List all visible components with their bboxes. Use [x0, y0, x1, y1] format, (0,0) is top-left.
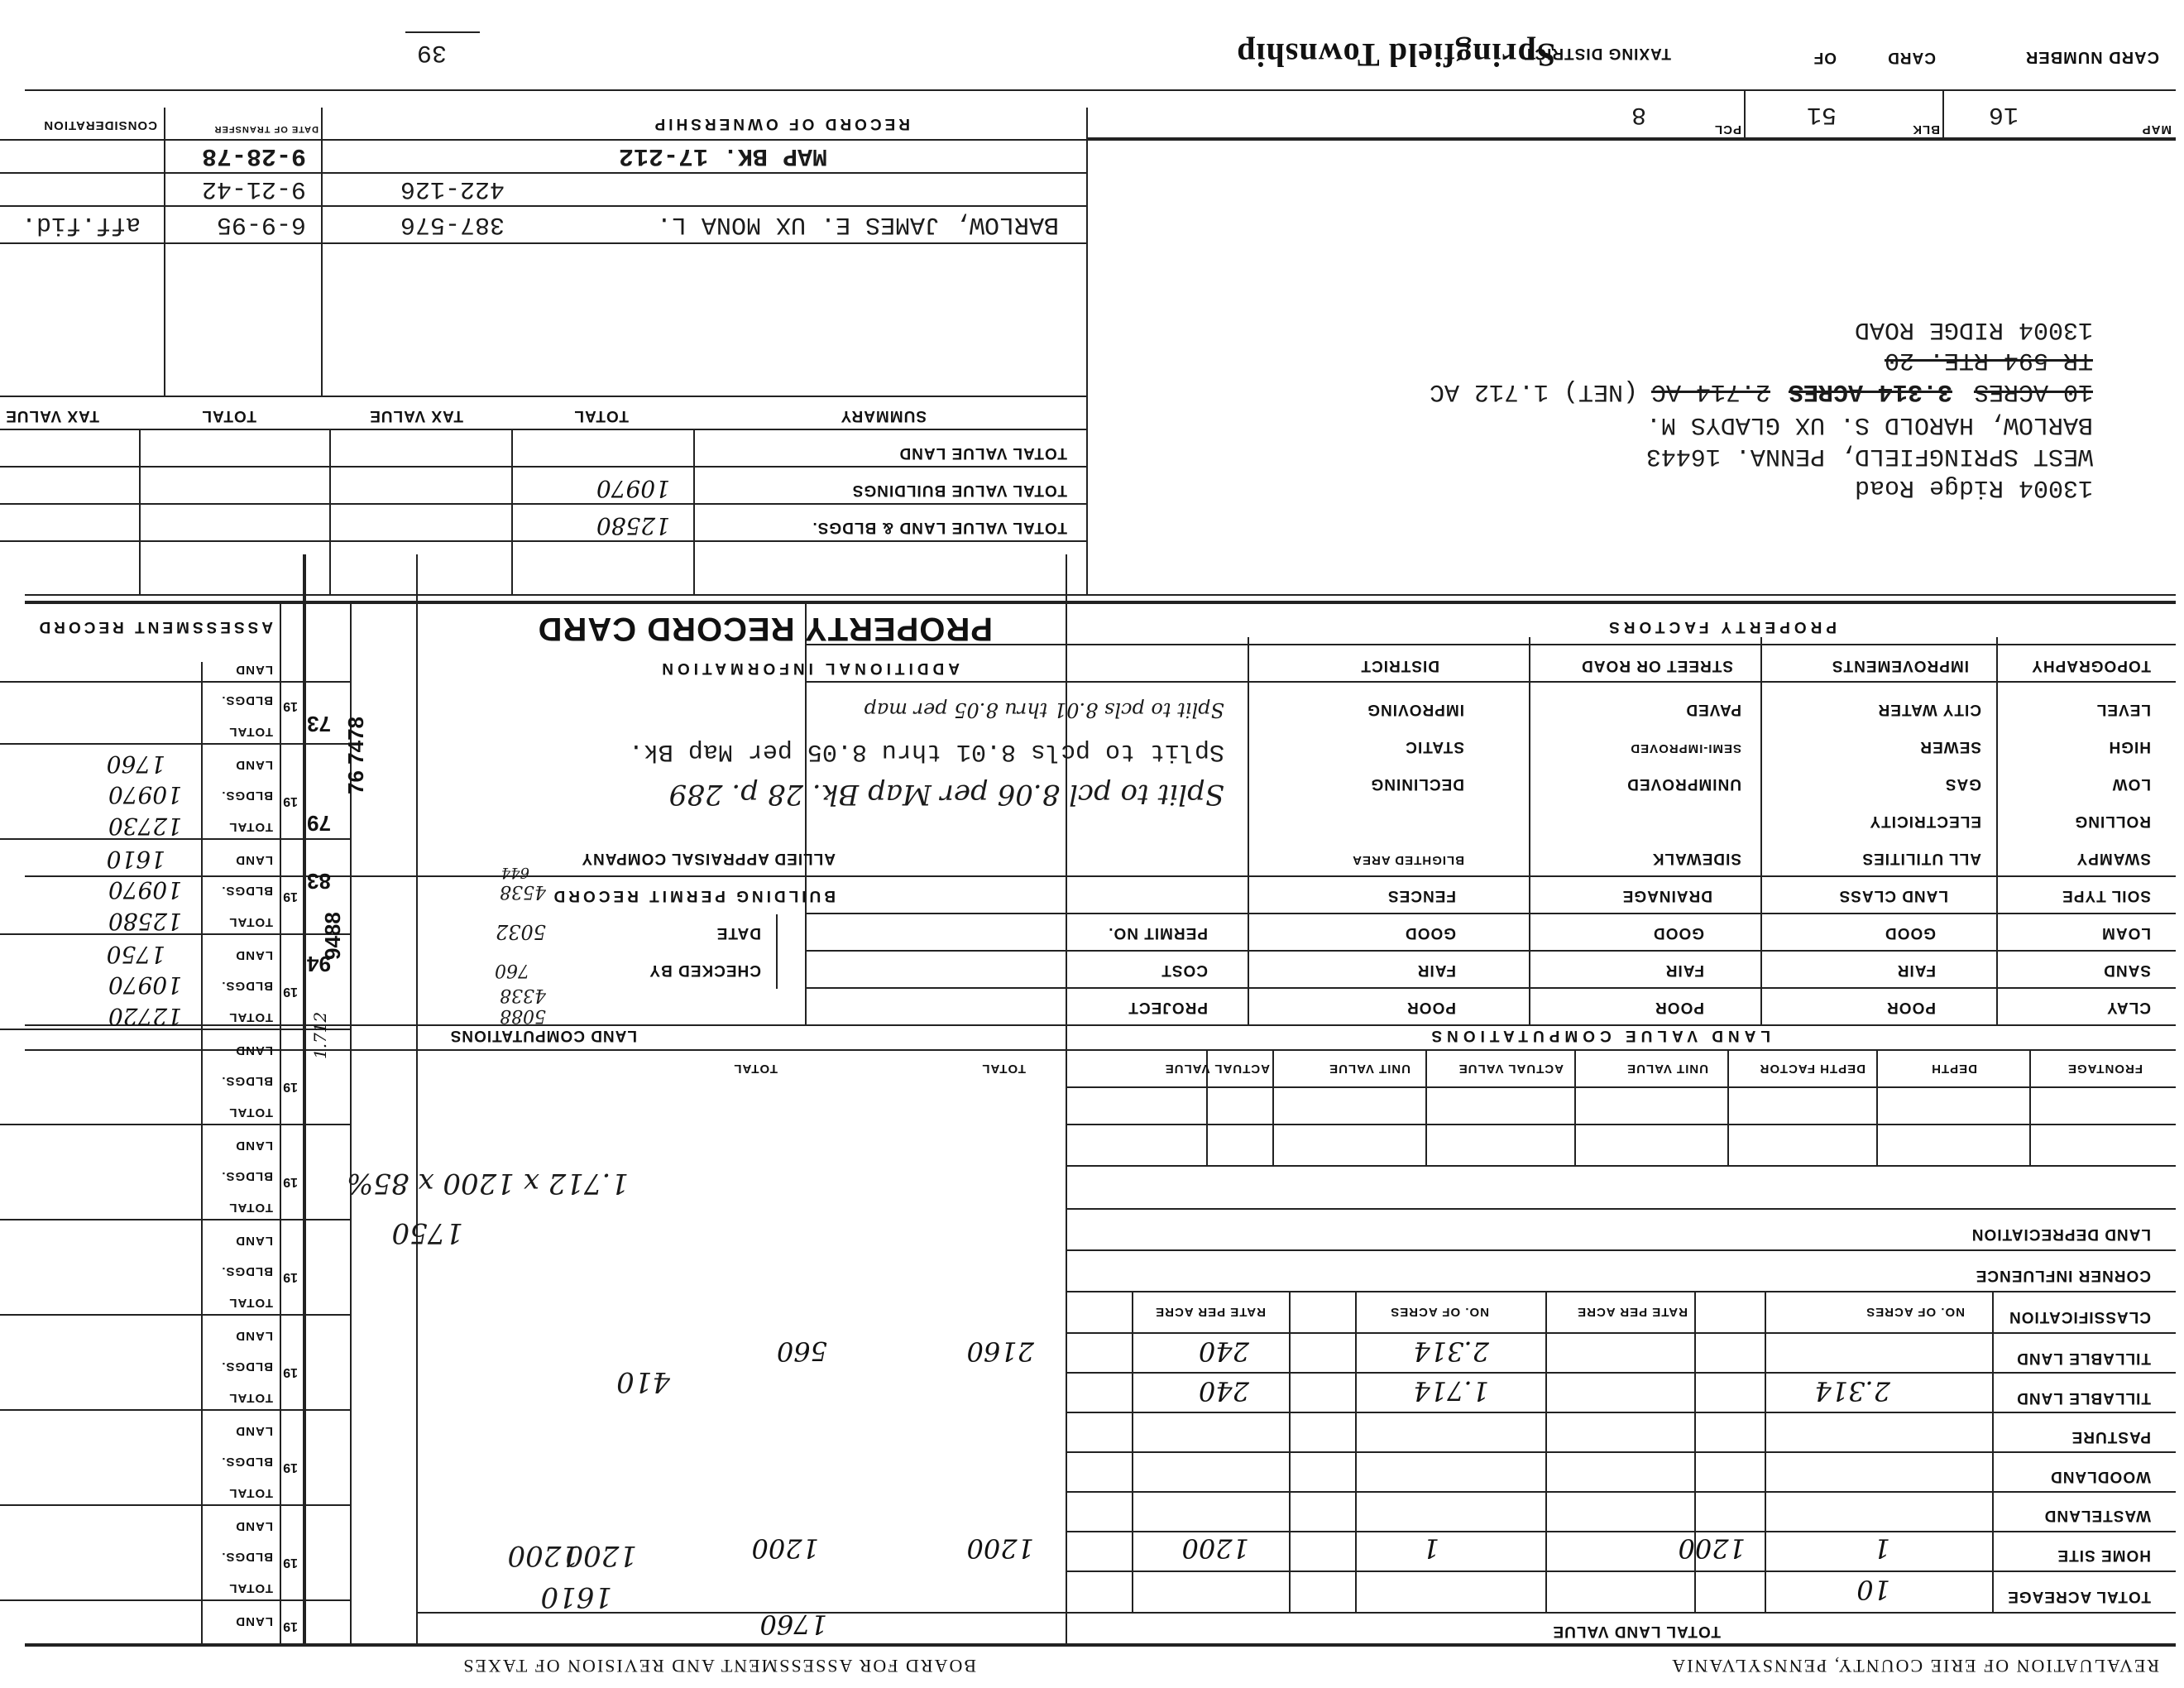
- ownership-row-3-name: BARLOW, JAMES E. UX MONA L.: [656, 210, 1059, 238]
- address-acres-net: (NET) 1.712 AC: [1429, 377, 1638, 405]
- col-no-acres-2: NO. OF ACRES: [1390, 1305, 1489, 1319]
- assess-label-bldgs-10: BLDGS.: [221, 1550, 273, 1564]
- assess-label-bldgs-5: BLDGS.: [221, 1074, 273, 1088]
- topo-level: LEVEL: [2095, 701, 2151, 718]
- factor-drainage: DRAINAGE: [1621, 887, 1712, 904]
- assess-total-73: 12730: [108, 813, 182, 840]
- home-site-acres-2: 1: [1422, 1532, 1439, 1564]
- impr-all-utilities: ALL UTILITIES: [1861, 850, 1981, 867]
- row-wasteland: WASTELAND: [2043, 1507, 2151, 1524]
- factor-sand: SAND: [2103, 961, 2151, 979]
- factor-poor-1: POOR: [1886, 999, 1936, 1016]
- township-name: Springfield Township: [1236, 36, 1555, 74]
- assess-label-land-8: LAND: [235, 1329, 273, 1343]
- assess-label-land-2: LAND: [235, 758, 273, 772]
- acreage-value: 10: [1856, 1574, 1890, 1605]
- row-home-site: HOME SITE: [2057, 1547, 2151, 1564]
- ownership-row-1-name: MAP BK. 17-212: [618, 141, 827, 170]
- land-note-1750: 1750: [391, 1216, 463, 1249]
- row-land-depreciation: LAND DEPRECIATION: [1971, 1225, 2151, 1243]
- topo-rolling: ROLLING: [2074, 813, 2151, 830]
- summary-tvl-label: TOTAL VALUE LAND: [898, 444, 1067, 462]
- permit-checked-by-label: CHECKED BY: [649, 961, 761, 979]
- summary-total-2: TOTAL: [201, 407, 256, 424]
- summary-tvlb-label: TOTAL VALUE LAND & BLDGS.: [812, 519, 1067, 536]
- assess-label-total-10: TOTAL: [228, 1581, 273, 1595]
- assess-label-land-11: LAND: [235, 1614, 273, 1628]
- assess-label-land-5: LAND: [235, 1043, 273, 1057]
- assess-label-total-9: TOTAL: [228, 1486, 273, 1500]
- col-total-1: TOTAL: [981, 1062, 1026, 1076]
- date-of-transfer-label: DATE OF TRANSFER: [213, 124, 318, 134]
- assess-label-total-7: TOTAL: [228, 1296, 273, 1310]
- map-value: 16: [1988, 100, 2019, 128]
- street-semi-improved: SEMI-IMPROVED: [1630, 741, 1741, 755]
- col-depth-factor: DEPTH FACTOR: [1759, 1062, 1866, 1076]
- additional-typed: Split to pcls 8.01 thru 8.05 per Map Bk.: [628, 737, 1224, 765]
- summary-tax-value-1: TAX VALUE: [369, 407, 463, 424]
- summary-tvb-value: 10970: [596, 475, 670, 502]
- stamp-1712: 1.712: [310, 1011, 330, 1059]
- map-label: MAP: [2141, 122, 2172, 137]
- of-label: OF: [1813, 49, 1837, 66]
- col-unit-value-1: UNIT VALUE: [1626, 1062, 1708, 1076]
- district-improving: IMPROVING: [1367, 701, 1464, 718]
- assessment-record-title: ASSESSMENT RECORD: [36, 618, 273, 635]
- num-5088: 5088: [500, 1005, 546, 1026]
- col-rate-1: RATE PER ACRE: [1577, 1305, 1688, 1319]
- street-unimproved: UNIMPROVED: [1626, 775, 1741, 793]
- tillable1-acres: 2.314: [1814, 1375, 1890, 1407]
- total-land-value-label: TOTAL LAND VALUE: [1552, 1623, 1721, 1640]
- property-factors-title: PROPERTY FACTORS: [1605, 618, 1837, 635]
- consideration-label: CONSIDERATION: [43, 118, 157, 132]
- header-board: BOARD FOR ASSESSMENT AND REVISION OF TAXES: [462, 1656, 976, 1676]
- stamp-76-7478: 76 7478: [343, 717, 368, 794]
- col-frontage: FRONTAGE: [2067, 1062, 2143, 1076]
- district-declining: DECLINING: [1370, 775, 1464, 793]
- card-label: CARD: [1887, 49, 1936, 66]
- assess-year-4: 19: [283, 985, 298, 999]
- num-4538: 4538: [500, 881, 546, 902]
- ownership-row-3-date: 6-9-95: [216, 210, 306, 238]
- ownership-row-2-date: 9-21-42: [201, 175, 306, 203]
- assess-label-land-1: LAND: [235, 663, 273, 677]
- row-total-acreage: TOTAL ACREAGE: [2007, 1588, 2151, 1605]
- col-actual-value-2: ACTUAL VALUE: [1164, 1062, 1270, 1076]
- address-line-1: 13004 RIDGE ROAD: [1854, 315, 2093, 343]
- tillable1-acres-2: 1.714: [1413, 1375, 1489, 1407]
- assess-year-11: 19: [283, 1619, 298, 1633]
- assess-label-land-3: LAND: [235, 853, 273, 867]
- ownership-row-1-date: 9-28-78: [201, 141, 306, 170]
- address-acres-10: 10 ACRES: [1973, 377, 2093, 405]
- taxing-district-label: TAXING DISTRICT: [1523, 45, 1671, 62]
- assess-year-1: 19: [283, 699, 298, 713]
- assess-year-9: 19: [283, 1460, 298, 1475]
- land-note-1200b: 1200: [507, 1539, 579, 1572]
- assess-stamp-94: 94: [307, 952, 331, 976]
- blk-label: BLK: [1912, 122, 1940, 137]
- factor-poor-2: POOR: [1655, 999, 1704, 1016]
- assess-label-bldgs-3: BLDGS.: [221, 884, 273, 898]
- factor-clay: CLAY: [2106, 999, 2151, 1016]
- address-acres-3314: 3.314 ACRES: [1788, 377, 1952, 405]
- owner-line-1: BARLOW, HAROLD S. UX GLADYS M.: [1645, 410, 2093, 439]
- col-total-2: TOTAL: [733, 1062, 778, 1076]
- assess-label-bldgs-9: BLDGS.: [221, 1455, 273, 1469]
- assess-label-bldgs-2: BLDGS.: [221, 789, 273, 803]
- assess-bldgs-73: 10970: [108, 781, 182, 808]
- district-code: 39: [416, 38, 447, 66]
- tillable2-value-2: 560: [776, 1336, 827, 1367]
- assess-stamp-73: 73: [307, 712, 331, 736]
- assess-year-5: 19: [283, 1080, 298, 1094]
- land-note-1200a: 1200: [565, 1539, 637, 1572]
- assess-label-bldgs-4: BLDGS.: [221, 979, 273, 993]
- assess-label-land-10: LAND: [235, 1519, 273, 1533]
- land-note-1610: 1610: [540, 1580, 612, 1614]
- additional-hand-1: Split to pcl 8.06 per Map Bk. 28 p. 289: [668, 778, 1224, 811]
- ownership-row-2-book: 422-126: [400, 175, 505, 203]
- col-rate-2: RATE PER ACRE: [1155, 1305, 1266, 1319]
- home-site-value-1: 1200: [966, 1532, 1034, 1564]
- topo-low: LOW: [2111, 775, 2151, 793]
- assess-year-8: 19: [283, 1365, 298, 1379]
- pcl-value: 8: [1631, 100, 1646, 128]
- assess-year-6: 19: [283, 1175, 298, 1189]
- assess-label-total-3: TOTAL: [228, 915, 273, 929]
- topo-swampy: SWAMPY: [2076, 850, 2151, 867]
- col-district: DISTRICT: [1360, 657, 1439, 674]
- row-woodland: WOODLAND: [2050, 1468, 2151, 1485]
- tillable2-rate: 240: [1198, 1336, 1249, 1367]
- district-static: STATIC: [1405, 738, 1464, 755]
- tillable1-rate-2: 240: [1198, 1375, 1249, 1407]
- impr-city-water: CITY WATER: [1877, 701, 1981, 718]
- assess-land-79: 1610: [106, 846, 165, 873]
- assess-stamp-79: 79: [307, 811, 331, 836]
- factor-soil-type: SOIL TYPE: [2062, 887, 2151, 904]
- owner-line-3: 13004 Ridge Road: [1854, 473, 2093, 501]
- row-tillable-1: TILLABLE LAND: [2016, 1389, 2151, 1407]
- land-value-computations-title: LAND VALUE COMPUTATIONS: [1426, 1027, 1770, 1044]
- col-depth: DEPTH: [1931, 1062, 1977, 1076]
- factor-good-3: GOOD: [1404, 924, 1456, 942]
- topo-high: HIGH: [2108, 738, 2151, 755]
- num-644: 644: [500, 864, 529, 881]
- assess-label-total-5: TOTAL: [228, 1105, 273, 1120]
- assess-label-total-8: TOTAL: [228, 1391, 273, 1405]
- assess-label-total-6: TOTAL: [228, 1201, 273, 1215]
- assess-land-73: 1760: [106, 750, 165, 778]
- land-note-410: 410: [616, 1365, 670, 1398]
- assess-year-7: 19: [283, 1270, 298, 1284]
- home-site-rate-2: 1200: [1181, 1532, 1249, 1564]
- assess-year-2: 19: [283, 794, 298, 808]
- assess-label-land-9: LAND: [235, 1424, 273, 1438]
- summary-tvlb-value: 12580: [596, 512, 670, 539]
- assess-label-bldgs-6: BLDGS.: [221, 1169, 273, 1183]
- assess-total-79: 12580: [108, 908, 182, 935]
- factor-fair-1: FAIR: [1896, 961, 1936, 979]
- assess-label-bldgs-1: BLDGS.: [221, 693, 273, 707]
- address-acres-2714: 2.714 AC: [1650, 377, 1770, 405]
- factor-poor-3: POOR: [1406, 999, 1456, 1016]
- num-760: 760: [495, 960, 529, 981]
- ownership-row-3-book: 387-576: [400, 210, 505, 238]
- assess-bldgs-79: 10970: [108, 876, 182, 904]
- factor-fences: FENCES: [1387, 887, 1456, 904]
- assess-year-10: 19: [283, 1556, 298, 1570]
- factor-loam: LOAM: [2101, 924, 2151, 942]
- assess-bldgs-94: 10970: [108, 971, 182, 999]
- blk-value: 51: [1806, 100, 1837, 128]
- address-line-2: TR 594 RTE. 20: [1884, 346, 2093, 374]
- total-land-value: 1760: [759, 1609, 827, 1640]
- factor-fair-2: FAIR: [1664, 961, 1704, 979]
- num-5032: 5032: [495, 920, 546, 943]
- assess-land-94: 1750: [106, 941, 165, 968]
- land-note-formula: 1.712 x 1200 x 85%: [346, 1167, 629, 1200]
- summary-tax-value-2: TAX VALUE: [5, 407, 99, 424]
- additional-info-title: ADDITIONAL INFORMATION: [658, 659, 960, 677]
- owner-line-2: WEST SPRINGFIELD, PENNA. 16443: [1645, 442, 2093, 470]
- col-improvements: IMPROVEMENTS: [1831, 657, 1969, 674]
- assess-label-land-6: LAND: [235, 1139, 273, 1153]
- tillable2-value: 2160: [966, 1336, 1034, 1367]
- factor-land-class: LAND CLASS: [1838, 887, 1948, 904]
- appraisal-company: ALLIED APPRAISAL COMPANY: [581, 850, 836, 867]
- home-site-acres: 1: [1873, 1532, 1890, 1564]
- col-no-acres-1: NO. OF ACRES: [1866, 1305, 1965, 1319]
- stamp-9488: 9488: [320, 912, 345, 960]
- home-site-rate: 1200: [1678, 1532, 1746, 1564]
- assess-label-total-1: TOTAL: [228, 725, 273, 739]
- impr-gas: GAS: [1944, 775, 1981, 793]
- factor-good-1: GOOD: [1884, 924, 1936, 942]
- assess-label-land-7: LAND: [235, 1234, 273, 1248]
- permit-cost-label: COST: [1161, 961, 1208, 979]
- impr-sewer: SEWER: [1919, 738, 1981, 755]
- col-unit-value-2: UNIT VALUE: [1329, 1062, 1410, 1076]
- permit-no-label: PERMIT NO.: [1108, 924, 1208, 942]
- assess-label-total-2: TOTAL: [228, 820, 273, 834]
- district-blighted: BLIGHTED AREA: [1352, 853, 1464, 867]
- assess-label-bldgs-8: BLDGS.: [221, 1360, 273, 1374]
- impr-electricity: ELECTRICITY: [1869, 813, 1981, 830]
- land-computations-title: LAND COMPUTATIONS: [449, 1027, 637, 1044]
- col-actual-value-1: ACTUAL VALUE: [1458, 1062, 1564, 1076]
- pcl-label: PCL: [1714, 122, 1741, 137]
- assessment-stamp-column: [306, 662, 368, 1059]
- street-sidewalk: SIDEWALK: [1651, 850, 1741, 867]
- permit-record-title: BUILDING PERMIT RECORD: [550, 887, 836, 904]
- assess-year-3: 19: [283, 890, 298, 904]
- street-paved: PAVED: [1685, 701, 1741, 718]
- row-tillable-2: TILLABLE LAND: [2016, 1350, 2151, 1367]
- summary-tvb-label: TOTAL VALUE BUILDINGS: [851, 482, 1067, 499]
- assess-total-94: 12720: [108, 1003, 182, 1030]
- row-classification: CLASSIFICATION: [2009, 1308, 2151, 1326]
- card-number-label: CARD NUMBER: [2024, 48, 2159, 66]
- assess-label-land-4: LAND: [235, 948, 273, 962]
- tillable2-acres-2: 2.314: [1413, 1336, 1489, 1367]
- row-corner-influence: CORNER INFLUENCE: [1975, 1267, 2151, 1284]
- assess-label-bldgs-7: BLDGS.: [221, 1264, 273, 1278]
- summary-total-1: TOTAL: [573, 407, 629, 424]
- factor-good-2: GOOD: [1652, 924, 1704, 942]
- row-pasture: PASTURE: [2071, 1428, 2151, 1446]
- header-county: REVALUATION OF ERIE COUNTY, PENNSYLVANIA: [1670, 1656, 2159, 1676]
- col-topography: TOPOGRAPHY: [2031, 657, 2151, 674]
- assess-label-total-4: TOTAL: [228, 1010, 273, 1024]
- col-street-road: STREET OR ROAD: [1581, 657, 1733, 674]
- num-4338: 4338: [500, 985, 546, 1005]
- property-record-card-title: PROPERTY RECORD CARD: [537, 611, 993, 647]
- additional-hand-2: Split to pcls 8.01 thru 8.05 per map: [864, 698, 1224, 722]
- summary-title: SUMMARY: [840, 407, 927, 424]
- assess-stamp-83: 83: [307, 869, 331, 894]
- permit-date-label: DATE: [716, 924, 761, 942]
- record-of-ownership-title: RECORD OF OWNERSHIP: [651, 115, 910, 132]
- home-site-value-2: 1200: [751, 1532, 819, 1564]
- permit-project-label: PROJECT: [1128, 999, 1208, 1016]
- factor-fair-3: FAIR: [1416, 961, 1456, 979]
- ownership-row-3-cons: aff.fid.: [21, 210, 141, 238]
